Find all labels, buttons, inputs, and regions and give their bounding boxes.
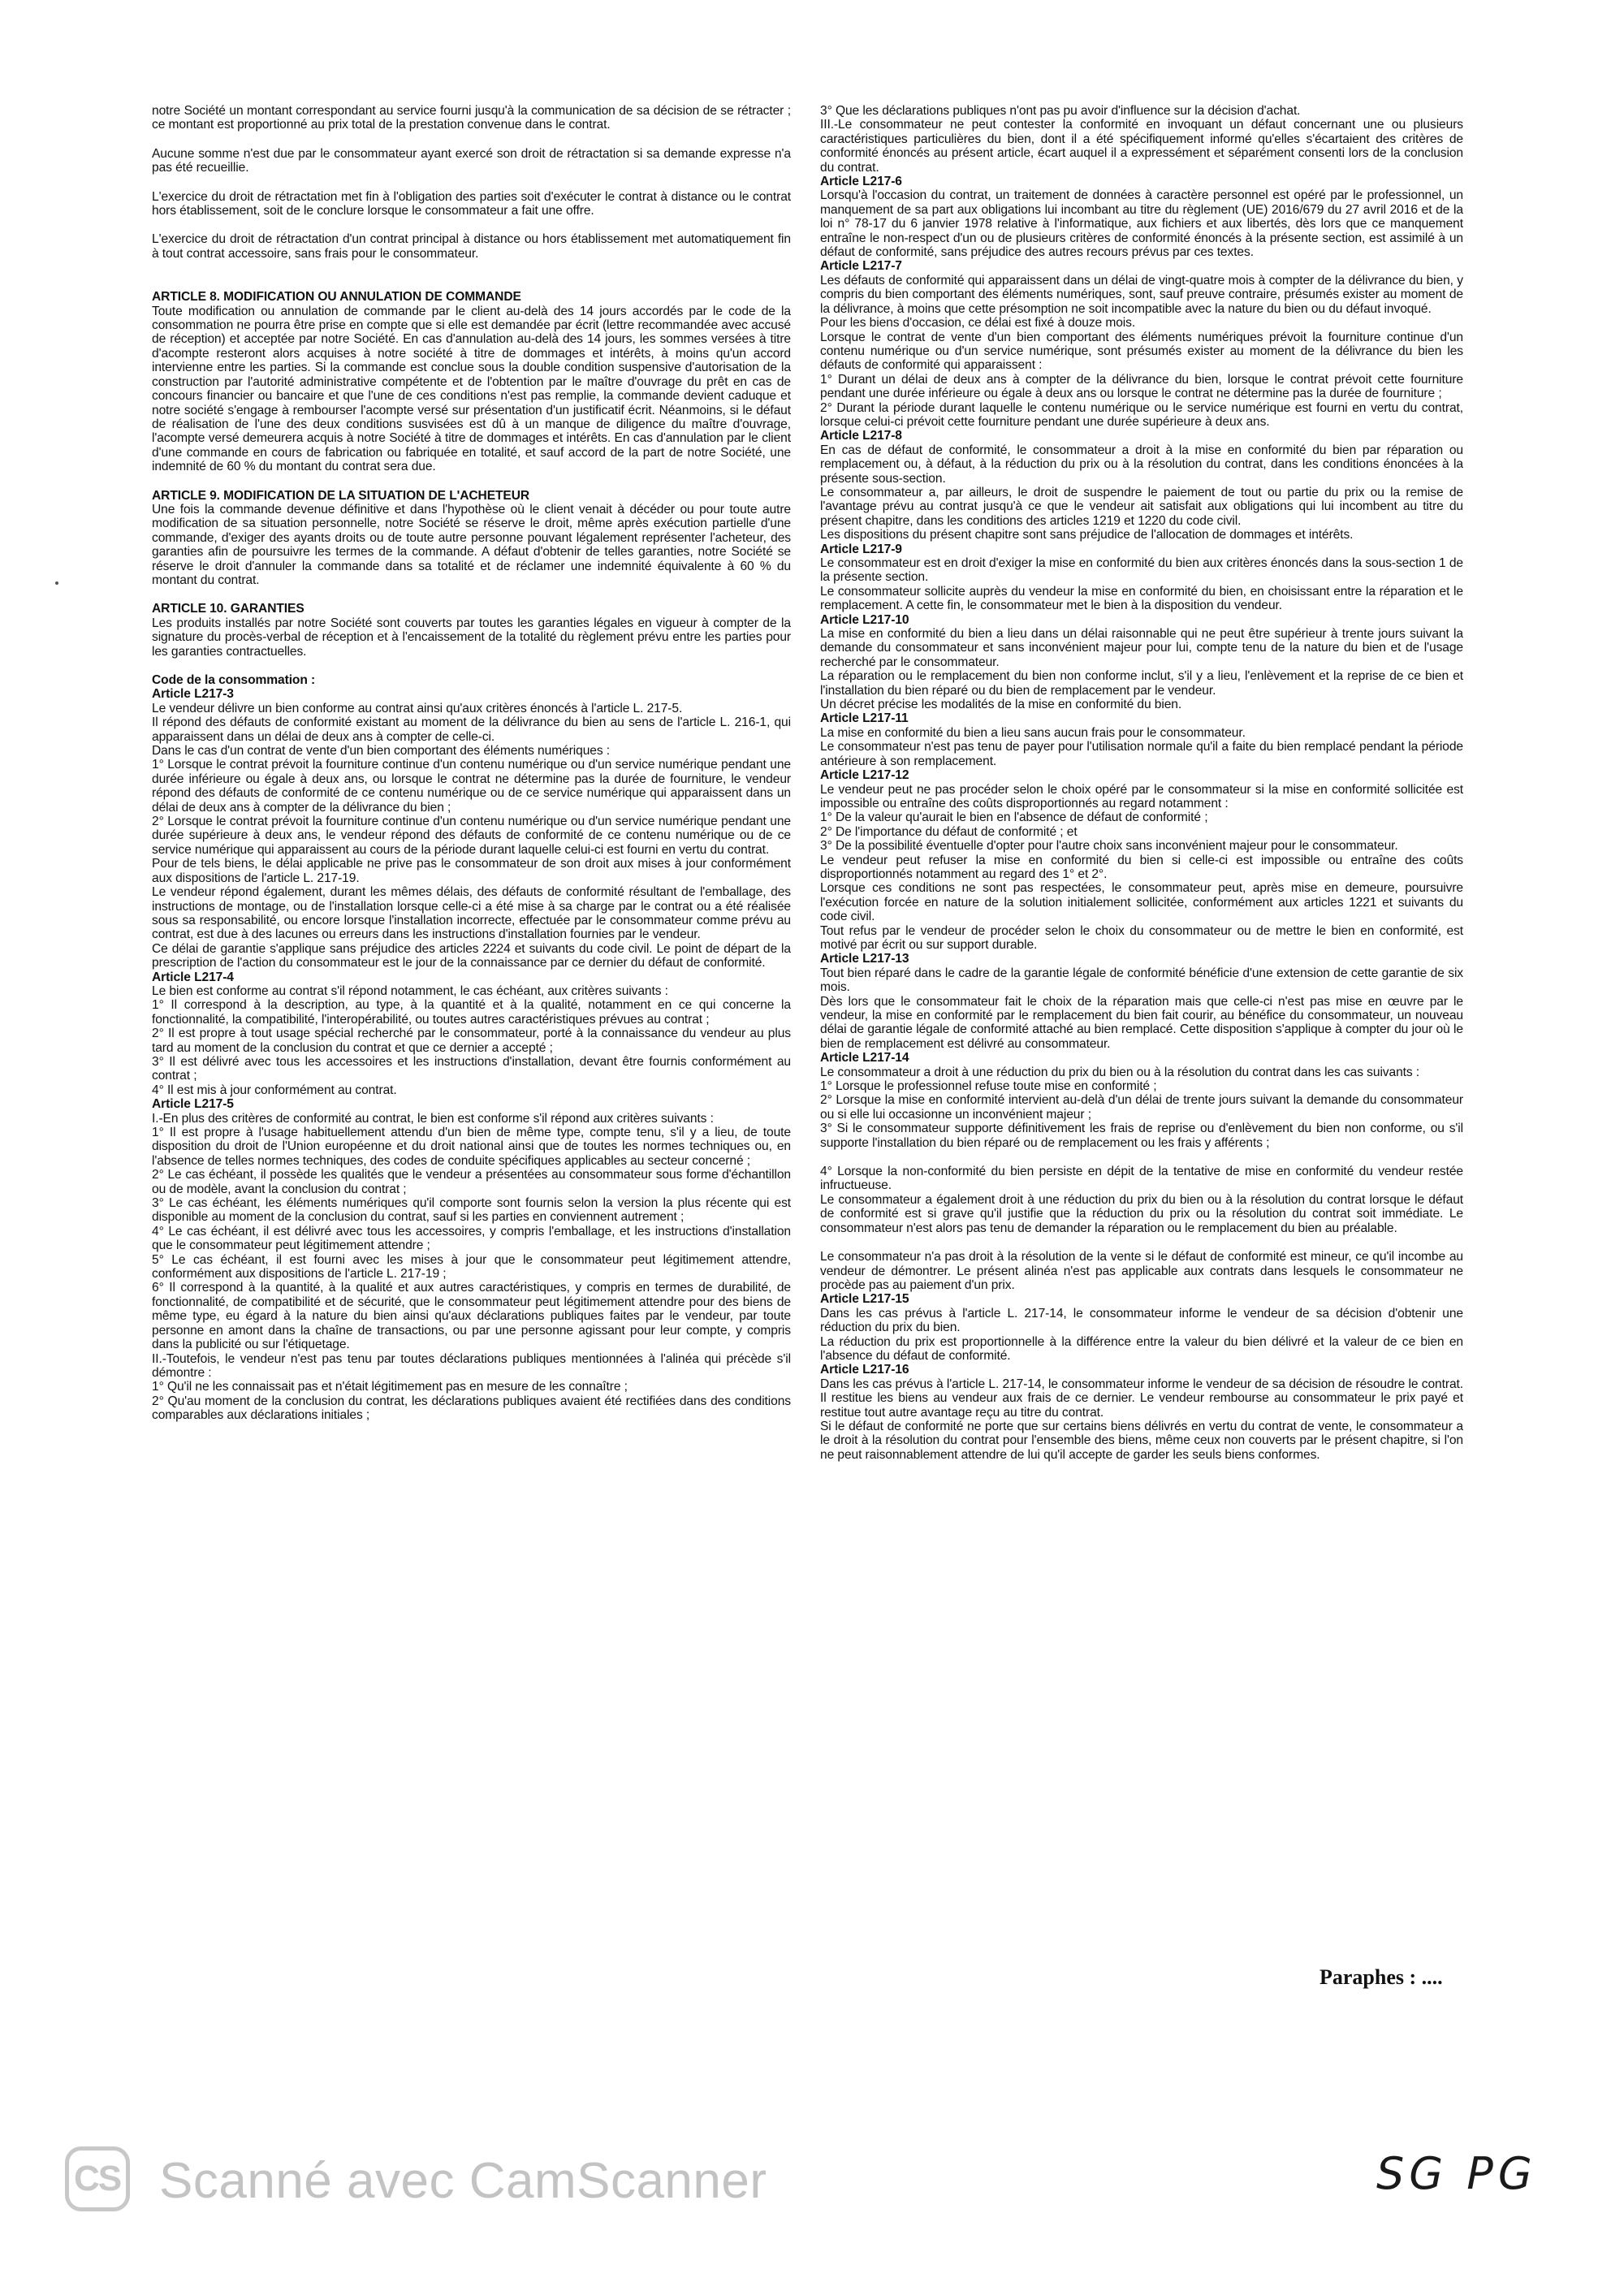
body-paragraph: Les défauts de conformité qui apparaissent dans un délai de vingt-quatre mois à compter de la délivrance du bien, y compris du bien comportant des éléments numériques, sont, sauf preuve contraire, présumés exister au moment de la délivrance, à moins que cette présomption ne soit incompatible avec la nature du bien ou du défaut invoqué.: [820, 273, 1463, 316]
body-paragraph: 3° Il est délivré avec tous les accessoires et les instructions d'installation, devant être fournis conformément au contrat ;: [152, 1054, 791, 1083]
body-paragraph: L'exercice du droit de rétractation met fin à l'obligation des parties soit d'exécuter le contrat à distance ou le contrat hors établissement, soit de le conclure lorsque le consommateur a fait une offre.: [152, 189, 791, 218]
body-paragraph: 1° Lorsque le professionnel refuse toute mise en conformité ;: [820, 1079, 1157, 1094]
section-heading: Article L217-7: [820, 259, 902, 274]
body-paragraph: 2° Il est propre à tout usage spécial recherché par le consommateur, porté à la connaissance du vendeur au plus tard au moment de la conclusion du contrat et que ce dernier a accepté ;: [152, 1027, 791, 1055]
body-paragraph: 2° Lorsque le contrat prévoit la fourniture continue d'un contenu numérique ou d'un service numérique pendant une durée supérieure à deux ans, le vendeur répond des défauts de conformité de ce contenu numérique ou de ce service numérique qui apparaissent au cours de la période durant laquelle celui-ci est fourni en vertu du contrat.: [152, 815, 791, 857]
body-paragraph: Le vendeur peut ne pas procéder selon le choix opéré par le consommateur si la mise en conformité sollicitée est impossible ou entraîne des coûts disproportionnés au regard notamment :: [820, 782, 1463, 810]
body-paragraph: 4° Il est mis à jour conformément au contrat.: [152, 1083, 397, 1097]
body-paragraph: Lorsqu'à l'occasion du contrat, un traitement de données à caractère personnel est opéré par le professionnel, un manquement de sa part aux obligations lui incombant au titre du règlement (UE) 2016/679 du 27 avril 2016 et de la loi n° 78-17 du 6 janvier 1978 relative à l'informatique, aux fichiers et aux libertés, dès lors que ce manquement entraîne le non-respect d'un ou de plusieurs critères de conformité énoncés à la présente section, est assimilé à un défaut de conformité, sans préjudice des autres recours prévus par ces textes.: [820, 188, 1463, 260]
handwritten-initials: SG PG: [1376, 2148, 1537, 2199]
body-paragraph: 2° Le cas échéant, il possède les qualités que le vendeur a présentées au consommateur sous forme d'échantillon ou de modèle, avant la conclusion du contrat ;: [152, 1168, 791, 1196]
right-text-column: [820, 104, 1463, 1462]
body-paragraph: 2° Durant la période durant laquelle le contenu numérique ou le service numérique est fourni en vertu du contrat, lorsque celui-ci prévoit cette fourniture pendant une durée supérieure à deux ans.: [820, 400, 1463, 429]
section-heading: Article L217-4: [152, 970, 234, 984]
paragraph-gap: [152, 132, 791, 147]
body-paragraph: Le consommateur a droit à une réduction du prix du bien ou à la résolution du contrat dans les cas suivants :: [820, 1065, 1420, 1079]
body-paragraph: 4° Le cas échéant, il est délivré avec tous les accessoires, y compris l'emballage, et les instructions d'installation que le consommateur peut légitimement attendre ;: [152, 1224, 791, 1253]
body-paragraph: Le consommateur sollicite auprès du vendeur la mise en conformité du bien, en choisissant entre la réparation et le remplacement. A cette fin, le consommateur met le bien à la disposition du vendeur.: [820, 584, 1463, 613]
section-heading: Article L217-10: [820, 612, 909, 627]
body-paragraph: Le vendeur délivre un bien conforme au contrat ainsi qu'aux critères énoncés à l'article L. 217-5.: [152, 701, 683, 715]
section-heading: Article L217-11: [820, 711, 909, 726]
paragraph-gap: [152, 175, 791, 190]
body-paragraph: Tout refus par le vendeur de procéder selon le choix du consommateur ou de mettre le bien en conformité, est motivé par écrit ou sur support durable.: [820, 923, 1463, 952]
body-paragraph: 1° Qu'il ne les connaissait pas et n'était légitimement pas en mesure de les connaître ;: [152, 1380, 628, 1394]
body-paragraph: La réduction du prix est proportionnelle à la différence entre la valeur du bien délivré et la valeur de ce bien en l'absence du défaut de conformité.: [820, 1334, 1463, 1363]
body-paragraph: Les dispositions du présent chapitre sont sans préjudice de l'allocation de dommages et intérêts.: [820, 528, 1354, 542]
body-paragraph: I.-En plus des critères de conformité au contrat, le bien est conforme s'il répond aux critères suivants :: [152, 1111, 714, 1126]
body-paragraph: 1° Durant un délai de deux ans à compter de la délivrance du bien, lorsque le contrat prévoit cette fourniture pendant une durée inférieure ou égale à deux ans ou lorsque le contrat ne détermine pas la durée de fourniture ;: [820, 372, 1463, 401]
body-paragraph: Ce délai de garantie s'applique sans préjudice des articles 2224 et suivants du code civil. Le point de départ de la prescription de l'action du consommateur est le jour de la connaissance par ce dernier du défaut de conformité.: [152, 941, 791, 970]
body-paragraph: 1° Il est propre à l'usage habituellement attendu d'un bien de même type, compte tenu, s'il y a lieu, de toute disposition du droit de l'Union européenne et du droit national ainsi que de toutes les normes techniques ou, en l'absence de telles normes techniques, des codes de conduite spécifiques applicables au secteur concerné ;: [152, 1126, 791, 1168]
body-paragraph: En cas de défaut de conformité, le consommateur a droit à la mise en conformité du bien par réparation ou remplacement ou, à défaut, à la réduction du prix ou à la résolution du contrat, dans les conditions énoncées à la présente sous-section.: [820, 443, 1463, 486]
body-paragraph: Aucune somme n'est due par le consommateur ayant exercé son droit de rétractation si sa demande expresse n'a pas été recueillie.: [152, 146, 791, 175]
camscanner-watermark: Scanné avec CamScanner: [159, 2153, 767, 2209]
body-paragraph: Le vendeur répond également, durant les mêmes délais, des défauts de conformité résultant de l'emballage, des instructions de montage, ou de l'installation lorsque celle-ci a été mise à sa charge par le contrat ou a été réalisée sous sa responsabilité, ou encore lorsque l'installation incorrecte, effectuée par le consommateur comme prévu au contrat, est due à des lacunes ou erreurs dans les instructions d'installation fournies par le vendeur.: [152, 885, 791, 942]
body-paragraph: Le consommateur a, par ailleurs, le droit de suspendre le paiement de tout ou partie du prix ou la remise de l'avantage prévu au contrat jusqu'à ce que le vendeur ait satisfait aux obligations qui lui incombent au titre du présent chapitre, dans les conditions des articles 1219 et 1220 du code civil.: [820, 485, 1463, 528]
body-paragraph: Pour de tels biens, le délai applicable ne prive pas le consommateur de son droit aux mises à jour conformément aux dispositions de l'article L. 217-19.: [152, 857, 791, 885]
body-paragraph: 3° De la possibilité éventuelle d'opter pour l'autre choix sans inconvénient majeur pour le consommateur.: [820, 839, 1398, 854]
body-paragraph: La mise en conformité du bien a lieu sans aucun frais pour le consommateur.: [820, 725, 1246, 740]
camscanner-logo-icon: [65, 2146, 130, 2211]
scan-speck: [55, 581, 58, 585]
camscanner-logo-text: CS: [74, 2159, 121, 2198]
body-paragraph: Si le défaut de conformité ne porte que sur certains biens délivrés en vertu du contrat de vente, le consommateur a le droit à la résolution du contrat pour l'ensemble des biens, même ceux non couverts par le présent chapitre, si l'on ne peut raisonnablement attendre de lui qu'il accepte de garder les seuls biens conformes.: [820, 1419, 1463, 1462]
body-paragraph: III.-Le consommateur ne peut contester la conformité en invoquant un défaut concernant une ou plusieurs caractéristiques particulières du bien, dont il a été spécifiquement informé qu'elles s'écartaient des critères de conformité énoncés au présent article, écart auquel il a expressément et séparément consenti lors de la conclusion du contrat.: [820, 118, 1463, 175]
body-paragraph: Dans les cas prévus à l'article L. 217-14, le consommateur informe le vendeur de sa décision d'obtenir une réduction du prix du bien.: [820, 1306, 1463, 1335]
section-heading: Article L217-6: [820, 175, 902, 189]
body-paragraph: 6° Il correspond à la quantité, à la qualité et aux autres caractéristiques, y compris en termes de durabilité, de fonctionnalité, de compatibilité et de sécurité, que le consommateur peut légitimement attendre pour des biens de même type, eu égard à la nature du bien ainsi qu'aux déclarations publiques faites par le vendeur, par toute personne en amont dans la chaîne de transactions, ou par une personne agissant pour leur compte, y compris dans la publicité ou sur l'étiquetage.: [152, 1281, 791, 1352]
body-paragraph: Lorsque le contrat de vente d'un bien comportant des éléments numériques prévoit la fourniture continue d'un contenu numérique ou d'un service numérique, sont présumés exister au moment de la délivrance du bien les défauts de conformité qui apparaissent :: [820, 330, 1463, 373]
section-heading: Article L217-15: [820, 1292, 909, 1307]
paragraph-gap: [152, 659, 791, 673]
body-paragraph: 1° Il correspond à la description, au type, à la quantité et à la qualité, notamment en ce qui concerne la fonctionnalité, la compatibilité, l'interopérabilité, ou toutes autres caractéristiques prévues au contrat ;: [152, 998, 791, 1027]
paragraph-gap: [820, 1150, 1463, 1165]
body-paragraph: L'exercice du droit de rétractation d'un contrat principal à distance ou hors établissement met automatiquement fin à tout contrat accessoire, sans frais pour le consommateur.: [152, 232, 791, 261]
body-paragraph: 2° De l'importance du défaut de conformité ; et: [820, 824, 1078, 839]
section-heading: Article L217-12: [820, 768, 909, 783]
body-paragraph: Dans les cas prévus à l'article L. 217-14, le consommateur informe le vendeur de sa décision de résoudre le contrat. Il restitue les biens au vendeur aux frais de ce dernier. Le vendeur rembourse au consommateur le prix payé et restitue tout autre avantage reçu au titre du contrat.: [820, 1377, 1463, 1420]
body-paragraph: Dans le cas d'un contrat de vente d'un bien comportant des éléments numériques :: [152, 744, 610, 759]
body-paragraph: Le vendeur peut refuser la mise en conformité du bien si celle-ci est impossible ou entraîne des coûts disproportionnés notamment au regard des 1° et 2°.: [820, 853, 1463, 881]
section-heading: Article L217-5: [152, 1097, 234, 1112]
body-paragraph: 3° Que les déclarations publiques n'ont pas pu avoir d'influence sur la décision d'achat.: [820, 104, 1301, 118]
body-paragraph: Le consommateur a également droit à une réduction du prix du bien ou à la résolution du contrat lorsque le défaut de conformité est si grave qu'il justifie que la réduction du prix ou la résolution du contrat soit immédiate. Le consommateur n'est alors pas tenu de demander la réparation ou le remplacement du bien au préalable.: [820, 1192, 1463, 1235]
body-paragraph: Une fois la commande devenue définitive et dans l'hypothèse où le client venait à décéder ou pour toute autre modification de sa situation personnelle, notre Société se réserve le droit, même après exécution partielle d'une commande, d'exiger des ayants droits ou de toute autre personne pouvant légalement représenter l'acheteur, des garanties afin de poursuivre les termes de la commande. A défaut d'obtenir de telles garanties, notre Société se réserve le droit d'annuler la commande dans sa totalité et de réclamer une indemnité équivalente à 60 % du montant du contrat.: [152, 502, 791, 587]
paraphes-label: Paraphes : ....: [1320, 1965, 1443, 1989]
body-paragraph: II.-Toutefois, le vendeur n'est pas tenu par toutes déclarations publiques mentionnées à l'alinéa qui précède s'il démontre :: [152, 1351, 791, 1380]
section-heading: Code de la consommation :: [152, 673, 316, 687]
section-heading: ARTICLE 8. MODIFICATION OU ANNULATION DE COMMANDE: [152, 290, 521, 305]
section-heading: Article L217-14: [820, 1051, 909, 1066]
section-heading: ARTICLE 9. MODIFICATION DE LA SITUATION DE L'ACHETEUR: [152, 488, 530, 503]
body-paragraph: 1° De la valeur qu'aurait le bien en l'absence de défaut de conformité ;: [820, 810, 1208, 825]
body-paragraph: Il répond des défauts de conformité existant au moment de la délivrance du bien au sens de l'article L. 216-1, qui apparaissent dans un délai de deux ans à compter de celle-ci.: [152, 715, 791, 744]
body-paragraph: Toute modification ou annulation de commande par le client au-delà des 14 jours accordés par le code de la consommation ne pourra être prise en compte que si elle est demandée par écrit (lettre recommandée avec accusé de réception) et acceptée par notre Société. En cas d'annulation au-delà des 14 jours, les sommes versées à titre d'acompte resteront alors acquises à notre société à titre de dommages et intérêts, à moins qu'un accord intervienne entre les parties. Si la commande est conclue sous la double condition suspensive d'autorisation de la construction par l'autorité administrative compétente et de l'obtention par le maître d'ouvrage du prêt en cas de concours financier ou bancaire et que l'une de ces conditions n'est pas remplie, la commande devient caduque et notre société s'engage à rembourser l'acompte versé sur présentation d'un justificatif écrit. Néanmoins, si le défaut de réalisation de l'une des deux conditions susvisées est dû à un manque de diligence du maître d'ouvrage, l'acompte versé demeurera acquis à notre Société à titre de dommages et intérêts. En cas d'annulation par le client d'une commande en cours de fabrication ou fabriquée en totalité, et sauf accord de la part de notre Société, une indemnité de 60 % du montant du contrat sera due.: [152, 304, 791, 474]
section-heading: Article L217-8: [820, 429, 902, 443]
paragraph-gap: [152, 275, 791, 290]
paragraph-gap: [152, 218, 791, 232]
body-paragraph: Lorsque ces conditions ne sont pas respectées, le consommateur peut, après mise en demeure, poursuivre l'exécution forcée en nature de la solution initialement sollicitée, conformément aux articles 1221 et suivants du code civil.: [820, 881, 1463, 924]
paragraph-gap: [152, 474, 791, 489]
body-paragraph: Le consommateur est en droit d'exiger la mise en conformité du bien aux critères énoncés dans la sous-section 1 de la présente section.: [820, 556, 1463, 585]
body-paragraph: Tout bien réparé dans le cadre de la garantie légale de conformité bénéficie d'une extension de cette garantie de six mois.: [820, 966, 1463, 995]
body-paragraph: Pour les biens d'occasion, ce délai est fixé à douze mois.: [820, 316, 1136, 331]
body-paragraph: 5° Le cas échéant, il est fourni avec les mises à jour que le consommateur peut légitimement attendre, conformément aux dispositions de l'article L. 217-19 ;: [152, 1252, 791, 1282]
body-paragraph: La réparation ou le remplacement du bien non conforme inclut, s'il y a lieu, l'enlèvement et la reprise de ce bien et l'installation du bien réparé ou du bien de remplacement par le vendeur.: [820, 669, 1463, 698]
section-heading: Article L217-16: [820, 1363, 909, 1377]
section-heading: Article L217-13: [820, 952, 909, 966]
body-paragraph: 1° Lorsque le contrat prévoit la fourniture continue d'un contenu numérique ou d'un service numérique pendant une durée inférieure ou égale à deux ans, ou lorsque le contrat ne détermine pas la durée de fourniture, le vendeur répond des défauts de conformité de ce contenu numérique ou de ce service numérique qui apparaissent dans un délai de deux ans à compter de la délivrance du bien ;: [152, 758, 791, 815]
section-heading: Article L217-3: [152, 687, 234, 702]
paragraph-gap: [820, 1235, 1463, 1250]
body-paragraph: Le consommateur n'est pas tenu de payer pour l'utilisation normale qu'il a faite du bien remplacé pendant la période antérieure à son remplacement.: [820, 740, 1463, 768]
section-heading: ARTICLE 10. GARANTIES: [152, 602, 304, 616]
body-paragraph: Les produits installés par notre Société sont couverts par toutes les garanties légales en vigueur à compter de la signature du procès-verbal de réception et à l'encaissement de la totalité du règlement prévu entre les parties pour les garanties contractuelles.: [152, 616, 791, 659]
body-paragraph: 2° Lorsque la mise en conformité intervient au-delà d'un délai de trente jours suivant la demande du consommateur ou si elle lui occasionne un inconvénient majeur ;: [820, 1093, 1463, 1122]
body-paragraph: Un décret précise les modalités de la mise en conformité du bien.: [820, 698, 1182, 712]
body-paragraph: Le bien est conforme au contrat s'il répond notamment, le cas échéant, aux critères suivants :: [152, 983, 668, 998]
body-paragraph: Dès lors que le consommateur fait le choix de la réparation mais que celle-ci n'est pas mise en œuvre par le vendeur, la mise en conformité par le remplacement du bien fait courir, au bénéfice du consommateur, un nouveau délai de garantie légale de conformité attaché au bien remplacé. Cette disposition s'applique à compter du jour où le bien de remplacement est délivré au consommateur.: [820, 994, 1463, 1051]
body-paragraph: 4° Lorsque la non-conformité du bien persiste en dépit de la tentative de mise en conformité du vendeur restée infructueuse.: [820, 1165, 1463, 1193]
body-paragraph: 3° Le cas échéant, les éléments numériques qu'il comporte sont fournis selon la version la plus récente qui est disponible au moment de la conclusion du contrat, sauf si les parties en conviennent autrement ;: [152, 1196, 791, 1225]
paragraph-gap: [152, 587, 791, 602]
body-paragraph: notre Société un montant correspondant au service fourni jusqu'à la communication de sa décision de se rétracter ; ce montant est proportionné au prix total de la prestation convenue dans le contrat.: [152, 104, 791, 132]
paragraph-gap: [152, 261, 791, 275]
body-paragraph: 2° Qu'au moment de la conclusion du contrat, les déclarations publiques avaient été rectifiées dans des conditions comparables aux déclarations initiales ;: [152, 1394, 791, 1423]
left-text-column: [152, 104, 791, 1423]
body-paragraph: La mise en conformité du bien a lieu dans un délai raisonnable qui ne peut être supérieur à trente jours suivant la demande du consommateur et sans inconvénient majeur pour lui, compte tenu de la nature du bien et de l'usage recherché par le consommateur.: [820, 627, 1463, 669]
body-paragraph: 3° Si le consommateur supporte définitivement les frais de reprise ou d'enlèvement du bien non conforme, ou s'il supporte l'installation du bien réparé ou de remplacement ou les frais y afférents ;: [820, 1122, 1463, 1150]
section-heading: Article L217-9: [820, 542, 902, 556]
body-paragraph: Le consommateur n'a pas droit à la résolution de la vente si le défaut de conformité est mineur, ce qu'il incombe au vendeur de démontrer. Le présent alinéa n'est pas applicable aux contrats dans lesquels le consommateur ne procède pas au paiement d'un prix.: [820, 1250, 1463, 1292]
